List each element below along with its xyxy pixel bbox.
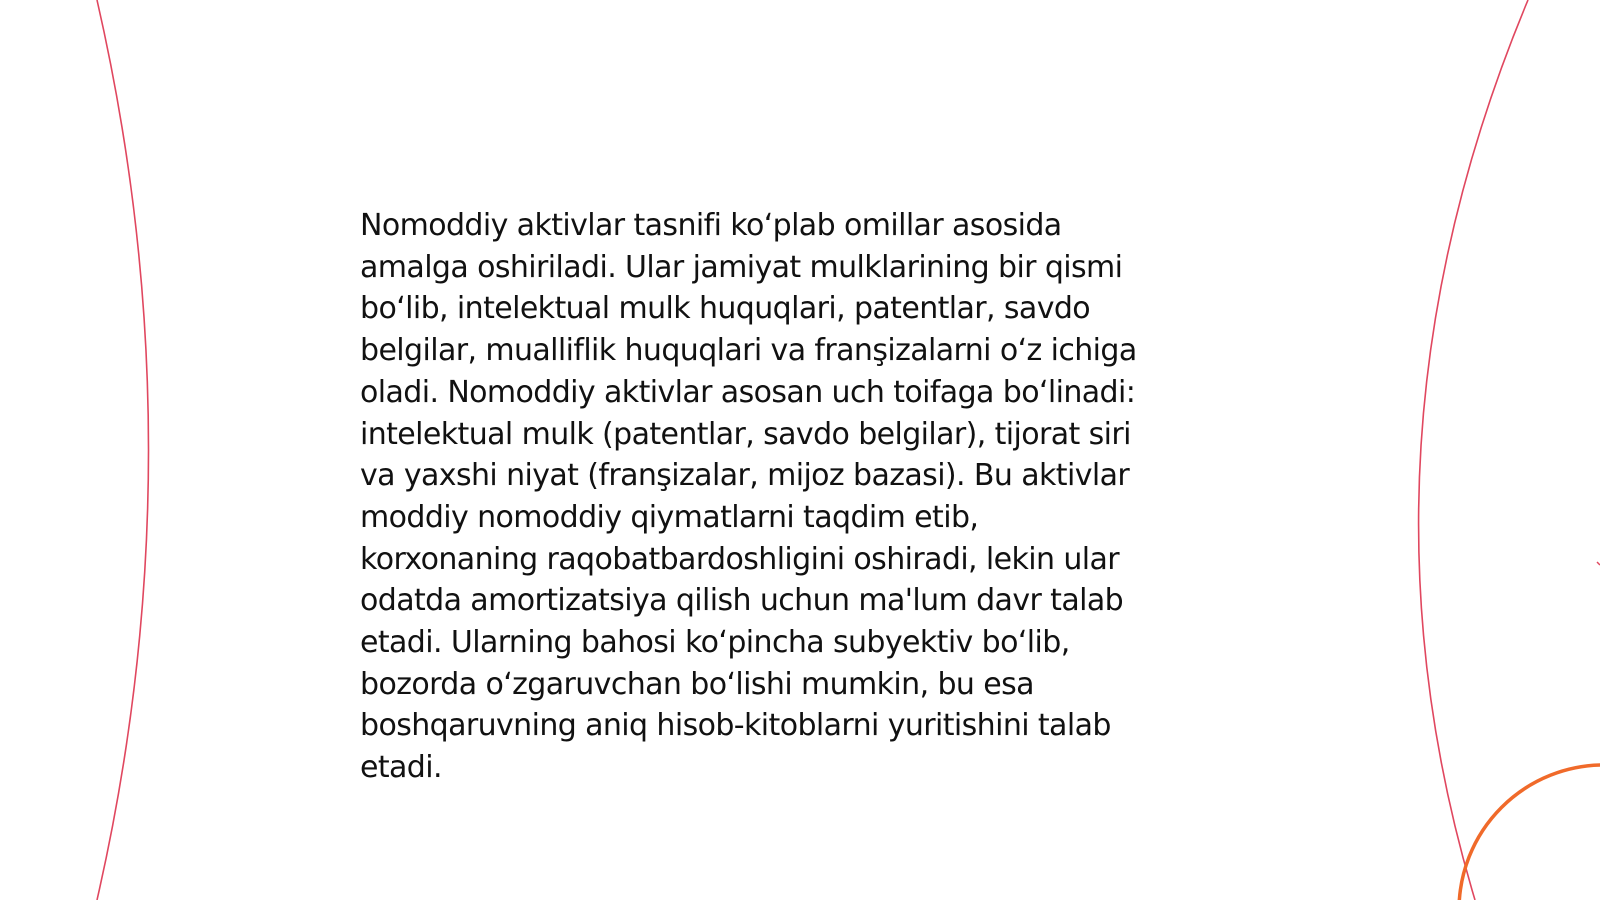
right-arc-line <box>1419 0 1528 900</box>
slide-body-text: Nomoddiy aktivlar tasnifi ko‘plab omillar asosida amalga oshiriladi. Ular jamiyat mulklarining bir qismi bo‘lib, intelektual mulk huquqlari, patentlar, savdo belgilar, mualliflik huquqlari va franşizalarni o‘z ichiga oladi. Nomoddiy aktivlar asosan uch toifaga bo‘linadi: intelektual mulk (patentlar, savdo belgilar), tijorat siri va yaxshi niyat (franşizalar, mijoz bazasi). Bu aktivlar moddiy nomoddiy qiymatlarni taqdim etib, korxonaning raqobatbardoshligini oshiradi, lekin ular odatda amortizatsiya qilish uchun ma'lum davr talab etadi. Ularning bahosi ko‘pincha subyektiv bo‘lib, bozorda o‘zgaruvchan bo‘lishi mumkin, bu esa boshqaruvning aniq hisob-kitoblarni yuritishini talab etadi. <box>360 208 1137 786</box>
corner-circle-outline <box>1459 765 1600 900</box>
left-arc-line <box>97 0 149 900</box>
